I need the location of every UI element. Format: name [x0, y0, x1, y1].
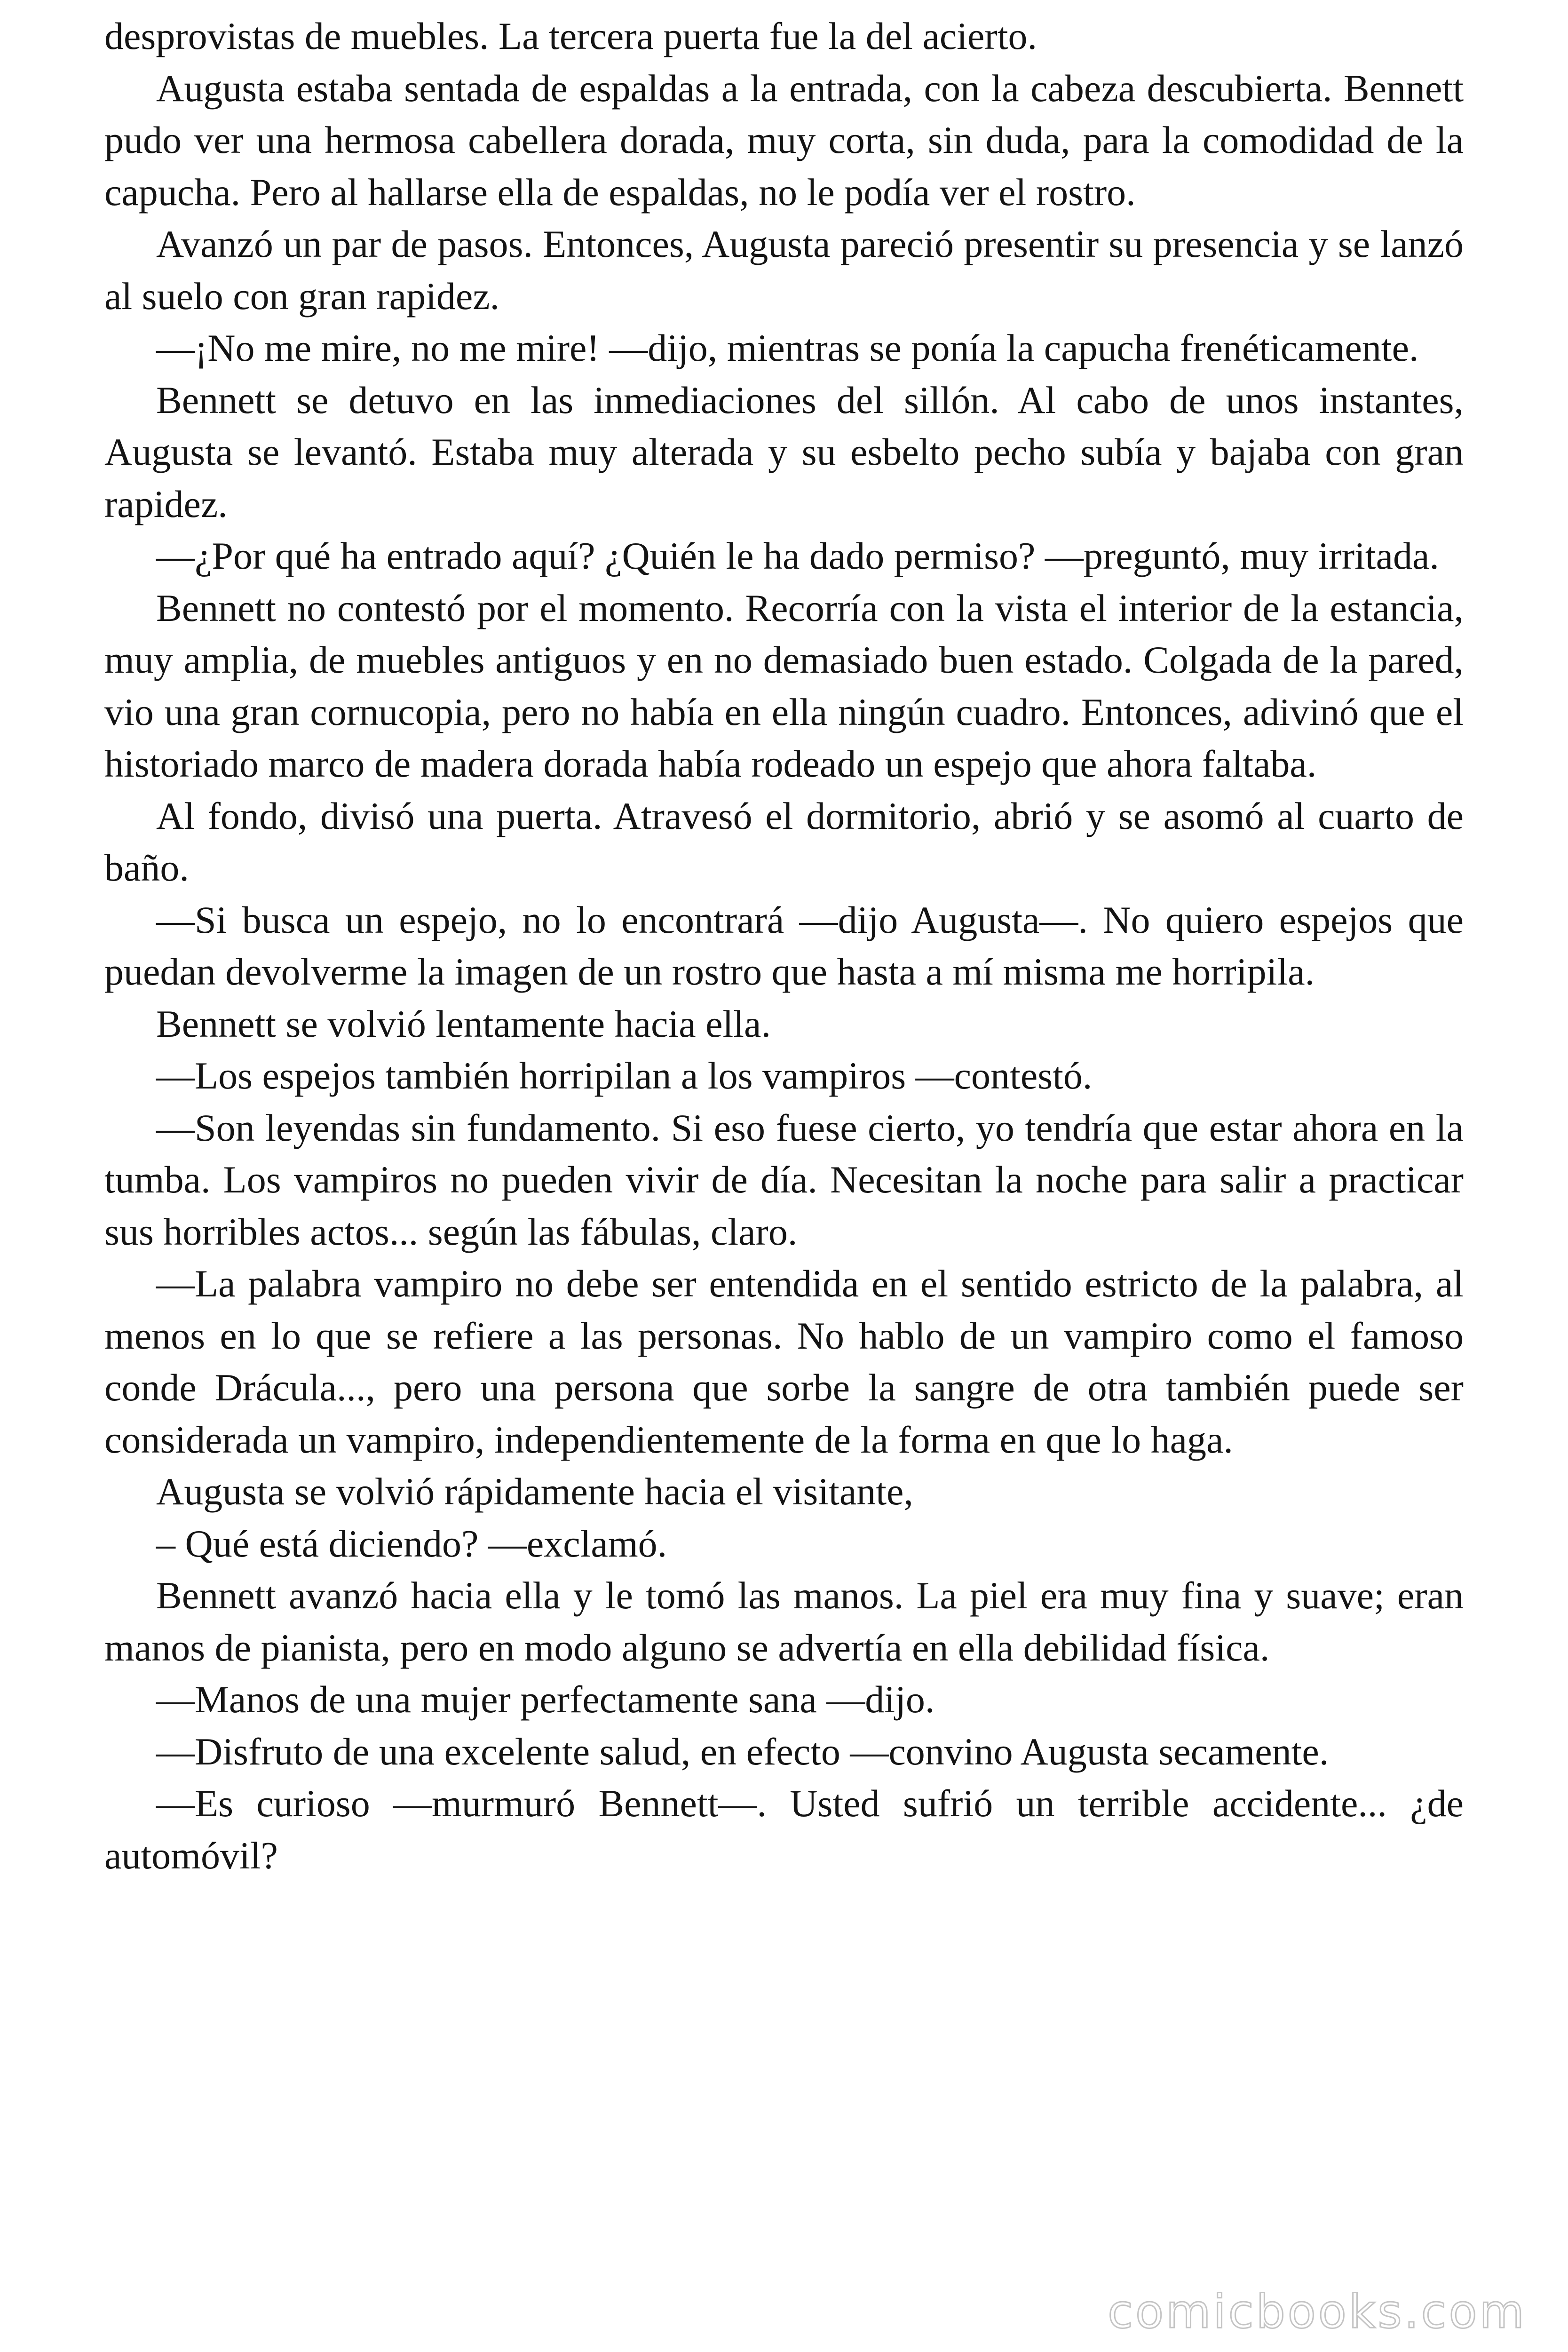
paragraph: Bennett se detuvo en las inmediaciones del sillón. Al cabo de unos instantes, Augusta se levantó. Estaba muy alterada y su esbelto pecho subía y bajaba con gran rapidez.: [104, 378, 1464, 525]
paragraph: —Si busca un espejo, no lo encontrará —dijo Augusta—. No quiero espejos que puedan devolverme la imagen de un rostro que hasta a mí misma me horripila.: [104, 898, 1464, 993]
document-page: [104, 10, 1464, 1882]
paragraph: Bennett no contestó por el momento. Recorría con la vista el interior de la estancia, muy amplia, de muebles antiguos y en no demasiado buen estado. Colgada de la pared, vio una gran cornucopia, pero no había en ella ningún cuadro. Entonces, adivinó que el historiado marco de madera dorada había rodeado un espejo que ahora faltaba.: [104, 586, 1464, 785]
paragraph: Augusta estaba sentada de espaldas a la entrada, con la cabeza descubierta. Bennett pudo ver una hermosa cabellera dorada, muy corta, sin duda, para la comodidad de la capucha. Pero al hallarse ella de espaldas, no le podía ver el rostro.: [104, 66, 1464, 214]
paragraph: —Disfruto de una excelente salud, en efecto —convino Augusta secamente.: [156, 1730, 1329, 1773]
paragraph: —Son leyendas sin fundamento. Si eso fuese cierto, yo tendría que estar ahora en la tumba. Los vampiros no pueden vivir de día. Necesitan la noche para salir a practicar sus horribles actos... según las fábulas, claro.: [104, 1106, 1464, 1253]
paragraph: —¡No me mire, no me mire! —dijo, mientras se ponía la capucha frenéticamente.: [156, 326, 1419, 369]
paragraph: Augusta se volvió rápidamente hacia el visitante,: [156, 1470, 913, 1513]
paragraph: —Es curioso —murmuró Bennett—. Usted sufrió un terrible accidente... ¿de automóvil?: [104, 1782, 1464, 1877]
watermark: comicbooks.com: [1108, 2285, 1527, 2339]
paragraph: —La palabra vampiro no debe ser entendida en el sentido estricto de la palabra, al menos en lo que se refiere a las personas. No hablo de un vampiro como el famoso conde Drácula..., pero una persona que sorbe la sangre de otra también puede ser considerada un vampiro, independientemente de la forma en que lo haga.: [104, 1262, 1464, 1461]
paragraph: Avanzó un par de pasos. Entonces, Augusta pareció presentir su presencia y se lanzó al suelo con gran rapidez.: [104, 222, 1464, 318]
paragraph: Al fondo, divisó una puerta. Atravesó el dormitorio, abrió y se asomó al cuarto de baño.: [104, 794, 1464, 889]
paragraph: —Manos de una mujer perfectamente sana —dijo.: [156, 1678, 935, 1721]
paragraph: desprovistas de muebles. La tercera puerta fue la del acierto.: [104, 15, 1037, 57]
paragraph: Bennett avanzó hacia ella y le tomó las manos. La piel era muy fina y suave; eran manos de pianista, pero en modo alguno se advertía en ella debilidad física.: [104, 1574, 1464, 1669]
paragraph: – Qué está diciendo? —exclamó.: [156, 1522, 667, 1565]
paragraph: —Los espejos también horripilan a los vampiros —contestó.: [156, 1054, 1093, 1097]
paragraph: Bennett se volvió lentamente hacia ella.: [156, 1002, 771, 1045]
paragraph: —¿Por qué ha entrado aquí? ¿Quién le ha dado permiso? —preguntó, muy irritada.: [156, 534, 1439, 577]
